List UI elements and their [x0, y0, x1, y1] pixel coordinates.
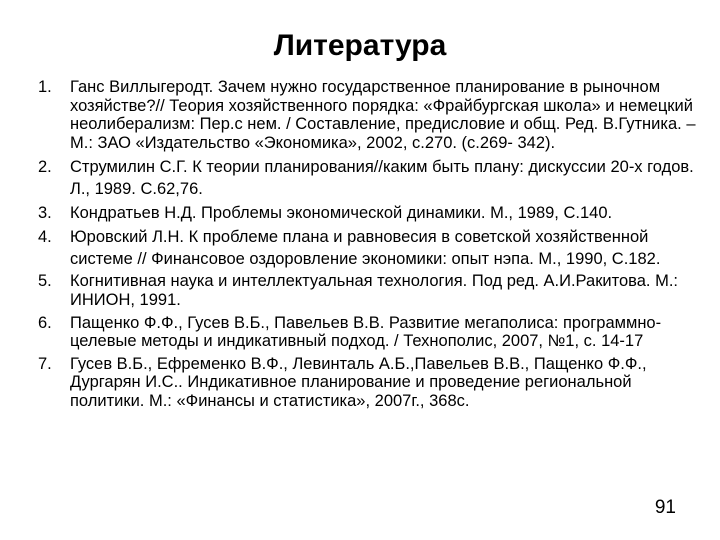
list-item-text: Струмилин С.Г. К теории планирования//каким быть плану: дискуссии 20-х годов. Л., 1989. С.62,76.: [70, 158, 694, 199]
list-item-text: Пащенко Ф.Ф., Гусев В.Б., Павельев В.В. Развитие мегаполиса: программно-целевые методы и индикативный подход. / Технополис, 2007, №1, с. 14-17: [70, 313, 662, 351]
list-item: [38, 226, 698, 270]
list-item: [38, 355, 698, 411]
list-item-number: 3.: [38, 204, 52, 223]
slide-title: Литература: [273, 29, 447, 62]
page-number: 91: [654, 497, 676, 518]
list-item-text: Кондратьев Н.Д. Проблемы экономической динамики. М., 1989, С.140.: [70, 204, 613, 223]
list-item-number: 1.: [38, 78, 52, 96]
list-item-text: Когнитивная наука и интеллектуальная технология. Под ред. А.И.Ракитова. М.: ИНИОН, 1991.: [70, 272, 679, 309]
list-item: [38, 78, 698, 152]
list-item: [38, 202, 698, 224]
list-item-number: 2.: [38, 158, 52, 177]
list-item: [38, 272, 698, 309]
list-item-text: Гусев В.Б., Ефременко В.Ф., Левинталь А.Б.,Павельев В.В., Пащенко Ф.Ф., Дургарян И.С.. Индикативное планирование и проведение региональной политики. М.: «Финансы и статистика», 2007г., 368с.: [70, 354, 647, 410]
list-item-text: Ганс Виллыгеродт. Зачем нужно государственное планирование в рыночном хозяйстве?// Теория хозяйственного порядка: «Фрайбургская школа» и немецкий неолиберализм: Пер.с нем. / Составление, предисловие и общ. Ред. В.Гутника. – М.: ЗАО «Издательство «Экономика», 2002, с.270. (с.269- 342).: [70, 78, 696, 152]
list-item: [38, 314, 698, 351]
list-item-number: 6.: [38, 313, 52, 332]
list-item-text: Юровский Л.Н. К проблеме плана и равновесия в советской хозяйственной системе // Финансовое оздоровление экономики: опыт нэпа. М., 1990, С.182.: [70, 228, 661, 269]
list-item-number: 5.: [38, 272, 52, 291]
reference-list: [38, 78, 698, 415]
list-item: [38, 156, 698, 200]
list-item-number: 4.: [38, 228, 52, 247]
list-item-number: 7.: [38, 354, 52, 373]
